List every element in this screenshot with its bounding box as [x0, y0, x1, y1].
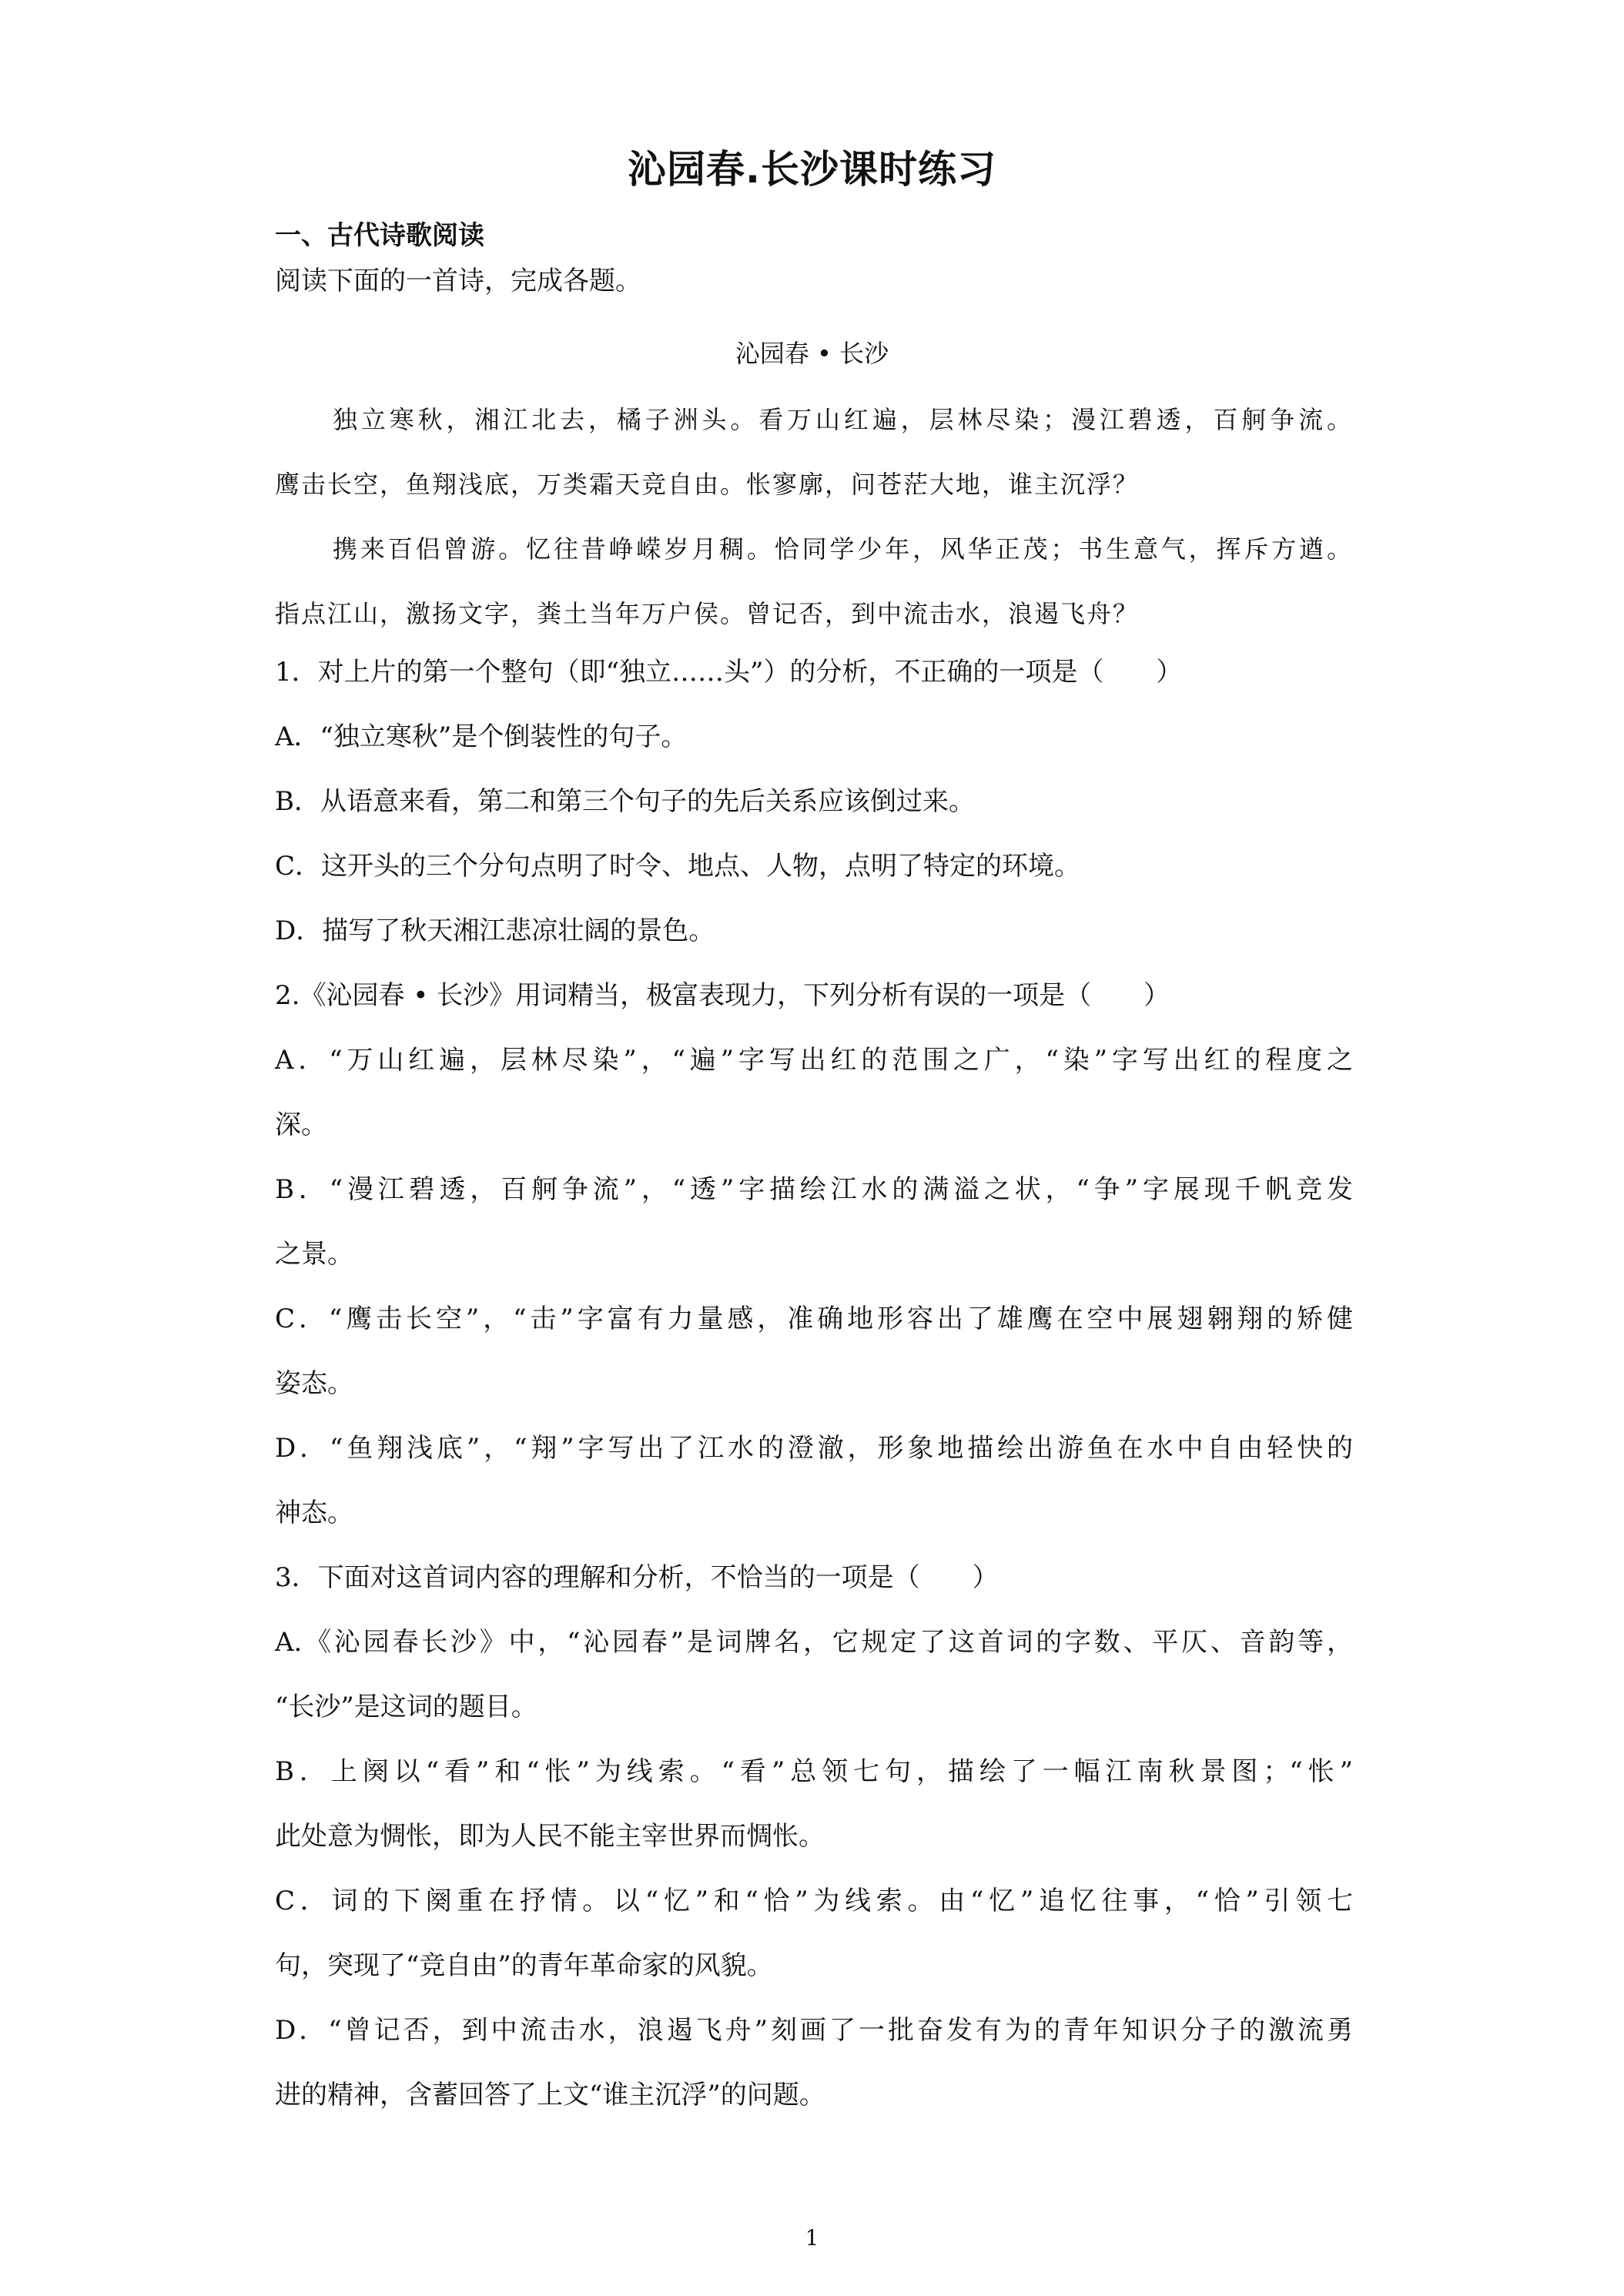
page-title: 沁园春.长沙课时练习 [628, 147, 996, 192]
option-a: A．“万山红遍，层林尽染”，“遍”字写出红的范围之广，“染”字写出红的程度之 [275, 1045, 1353, 1076]
option-d-continued: 神态。 [275, 1498, 353, 1528]
option-b: B．“漫江碧透，百舸争流”，“透”字描绘江水的满溢之状，“争”字展现千帆竞发 [275, 1174, 1353, 1205]
option-c-continued: 姿态。 [275, 1368, 353, 1399]
option-b: B．从语意来看，第二和第三个句子的先后关系应该倒过来。 [275, 786, 975, 817]
option-d-continued: 进的精神，含蓄回答了上文“谁主沉浮”的问题。 [275, 2080, 825, 2110]
poem-line: 指点江山，激扬文字，粪土当年万户侯。曾记否，到中流击水，浪遏飞舟？ [275, 599, 1140, 628]
option-d: D．“曾记否，到中流击水，浪遏飞舟”刻画了一批奋发有为的青年知识分子的激流勇 [275, 2015, 1353, 2046]
option-a: A．“独立寒秋”是个倒装性的句子。 [275, 721, 688, 752]
question-stem: 2.《沁园春 • 长沙》用词精当，极富表现力，下列分析有误的一项是（ ） [275, 980, 1170, 1011]
option-d: D．“鱼翔浅底”，“翔”字写出了江水的澄澈，形象地描绘出游鱼在水中自由轻快的 [275, 1433, 1353, 1464]
instruction-text: 阅读下面的一首诗，完成各题。 [275, 266, 641, 296]
poem-line: 携来百侣曾游。忆往昔峥嵘岁月稠。恰同学少年，风华正茂；书生意气，挥斥方遒。 [333, 534, 1353, 564]
option-a: A.《沁园春长沙》中，“沁园春”是词牌名，它规定了这首词的字数、平仄、音韵等， [275, 1627, 1353, 1658]
option-c: C．这开头的三个分句点明了时令、地点、人物，点明了特定的环境。 [275, 851, 1081, 882]
option-a-continued: “长沙”是这词的题目。 [275, 1692, 537, 1722]
option-b: B．上阕以“看”和“怅”为线索。“看”总领七句，描绘了一幅江南秋景图；“怅” [275, 1756, 1353, 1787]
option-b-continued: 此处意为惆怅，即为人民不能主宰世界而惆怅。 [275, 1821, 825, 1852]
option-d: D．描写了秋天湘江悲凉壮阔的景色。 [275, 915, 715, 946]
option-c: C．词的下阕重在抒情。以“忆”和“恰”为线索。由“忆”追忆往事，“恰”引领七 [275, 1886, 1353, 1916]
option-b-continued: 之景。 [275, 1239, 353, 1270]
page-number: 1 [805, 2225, 819, 2251]
section-heading: 一、古代诗歌阅读 [275, 220, 484, 251]
question-stem: 3．下面对这首词内容的理解和分析，不恰当的一项是（ ） [275, 1562, 999, 1593]
option-c: C．“鹰击长空”，“击”字富有力量感，准确地形容出了雄鹰在空中展翅翱翔的矫健 [275, 1304, 1353, 1334]
poem-line: 独立寒秋，湘江北去，橘子洲头。看万山红遍，层林尽染；漫江碧透，百舸争流。 [333, 405, 1353, 434]
poem-title: 沁园春 • 长沙 [735, 339, 889, 368]
poem-line: 鹰击长空，鱼翔浅底，万类霜天竞自由。怅寥廓，问苍茫大地，谁主沉浮？ [275, 470, 1140, 499]
option-a-continued: 深。 [275, 1110, 327, 1140]
question-stem: 1．对上片的第一个整句（即“独立……头”）的分析，不正确的一项是（ ） [275, 657, 1183, 688]
option-c-continued: 句，突现了“竞自由”的青年革命家的风貌。 [275, 1950, 773, 1981]
